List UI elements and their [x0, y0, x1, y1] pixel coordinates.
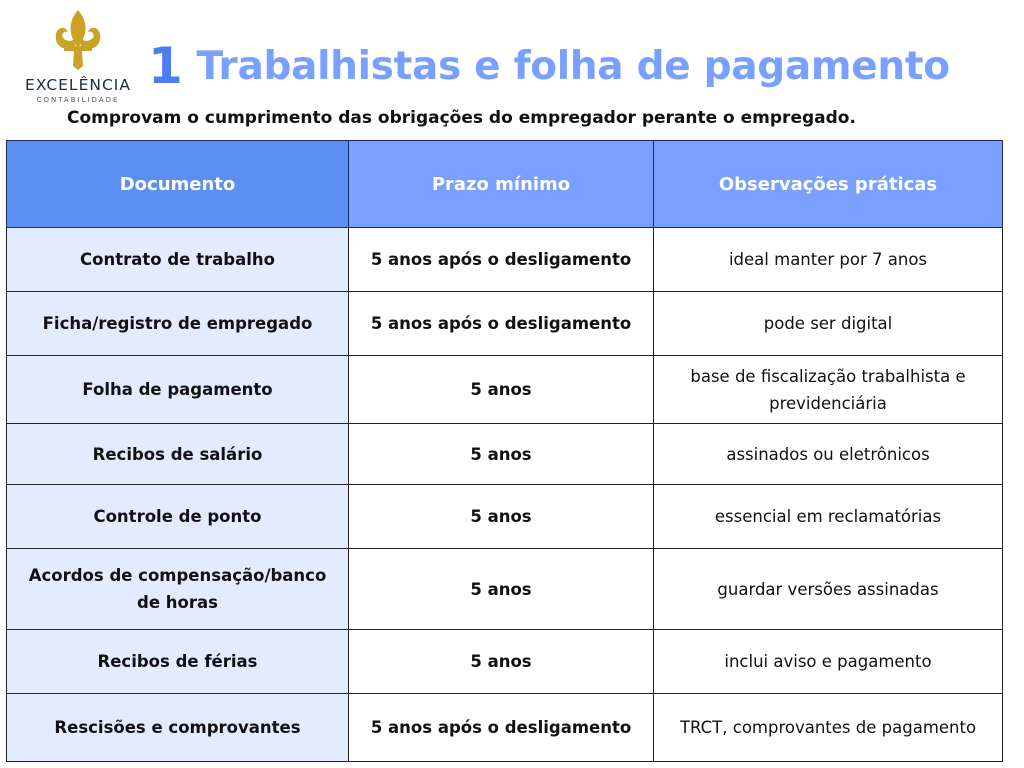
logo-subtitle: CONTABILIDADE — [36, 96, 120, 104]
cell-prazo: 5 anos — [349, 630, 654, 694]
table-row — [7, 630, 1003, 694]
cell-documento: Ficha/registro de empregado — [7, 292, 349, 356]
table-row — [7, 356, 1003, 424]
page-title — [148, 38, 950, 94]
column-header-prazo: Prazo mínimo — [349, 141, 654, 228]
table-row — [7, 549, 1003, 630]
cell-observacao: inclui aviso e pagamento — [654, 630, 1003, 694]
cell-documento: Contrato de trabalho — [7, 228, 349, 292]
cell-prazo: 5 anos após o desligamento — [349, 228, 654, 292]
cell-prazo: 5 anos após o desligamento — [349, 292, 654, 356]
cell-documento: Recibos de férias — [7, 630, 349, 694]
cell-observacao: essencial em reclamatórias — [654, 485, 1003, 549]
cell-prazo: 5 anos — [349, 485, 654, 549]
fleur-de-lis-icon — [50, 8, 106, 70]
cell-prazo: 5 anos após o desligamento — [349, 694, 654, 762]
cell-observacao: ideal manter por 7 anos — [654, 228, 1003, 292]
cell-documento: Acordos de compensação/banco de horas — [7, 549, 349, 630]
page-title-text: Trabalhistas e folha de pagamento — [196, 43, 950, 89]
table-row — [7, 485, 1003, 549]
column-header-observacoes: Observações práticas — [654, 141, 1003, 228]
cell-observacao: pode ser digital — [654, 292, 1003, 356]
cell-documento: Recibos de salário — [7, 424, 349, 485]
cell-prazo: 5 anos — [349, 549, 654, 630]
cell-prazo: 5 anos — [349, 356, 654, 424]
table-row — [7, 424, 1003, 485]
table-row — [7, 694, 1003, 762]
cell-documento: Folha de pagamento — [7, 356, 349, 424]
table-row — [7, 292, 1003, 356]
section-number: 1 — [148, 37, 183, 95]
cell-observacao: TRCT, comprovantes de pagamento — [654, 694, 1003, 762]
column-header-documento: Documento — [7, 141, 349, 228]
cell-documento: Controle de ponto — [7, 485, 349, 549]
cell-observacao: assinados ou eletrônicos — [654, 424, 1003, 485]
cell-observacao: guardar versões assinadas — [654, 549, 1003, 630]
company-logo — [8, 8, 148, 108]
table-header-row — [7, 141, 1003, 228]
page-subtitle: Comprovam o cumprimento das obrigações do empregador perante o empregado. — [67, 108, 856, 128]
table-row — [7, 228, 1003, 292]
cell-prazo: 5 anos — [349, 424, 654, 485]
cell-observacao: base de fiscalização trabalhista e previdenciária — [654, 356, 1003, 424]
cell-documento: Rescisões e comprovantes — [7, 694, 349, 762]
logo-name: EXCELÊNCIA — [25, 76, 131, 94]
documents-table — [6, 140, 1003, 762]
